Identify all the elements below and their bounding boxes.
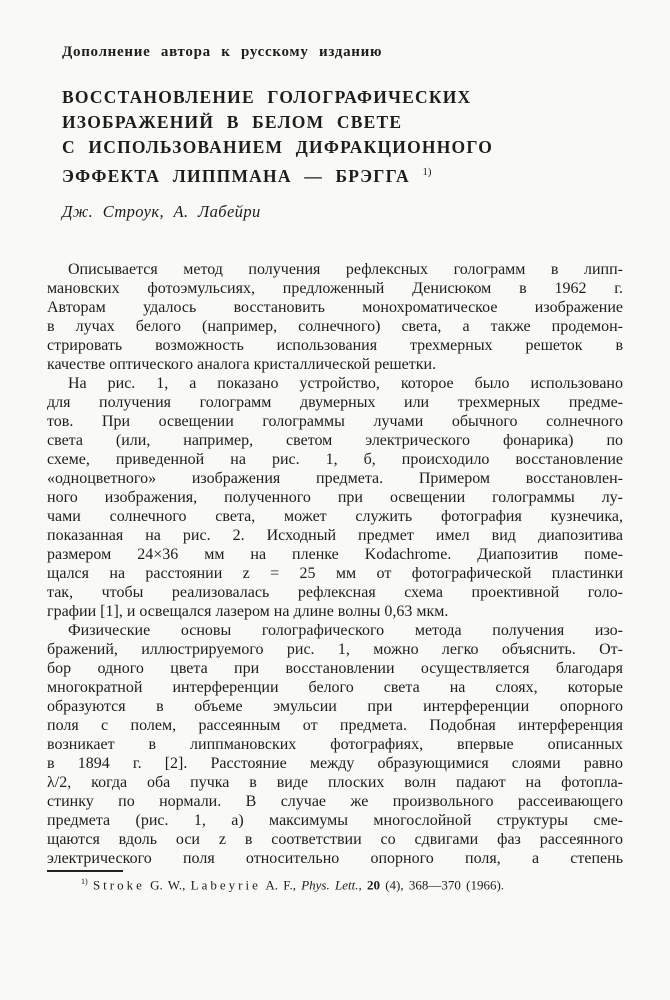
body-line: света (или, например, светом электрического фонарика) по bbox=[47, 432, 623, 449]
footnote-segment: A. F., bbox=[260, 877, 302, 893]
body-line: в 1894 г. [2]. Расстояние между образующимися слоями равно bbox=[47, 755, 623, 772]
body-line: схеме, приведенной на рис. 1, б, происходило восстановление bbox=[47, 451, 623, 468]
body-line: бор одного цвета при восстановлении осуществляется благодаря bbox=[47, 660, 623, 677]
body-line: стинку по нормали. В случае же произвольного рассеивающего bbox=[47, 793, 623, 810]
body-line: образуются в объеме эмульсии при интерференции опорного bbox=[47, 698, 623, 715]
footnote-segment: 20 bbox=[366, 877, 380, 893]
footnote-segment: (4), 368—370 (1966). bbox=[379, 877, 505, 893]
title-line: ИЗОБРАЖЕНИЙ В БЕЛОМ СВЕТЕ bbox=[62, 112, 403, 132]
body-line: щался на расстоянии z = 25 мм от фотографической пластинки bbox=[47, 565, 623, 582]
body-line: так, чтобы реализовалась рефлексная схема проективной голо- bbox=[47, 584, 623, 601]
body-line: в лучах белого (например, солнечного) света, а также продемон- bbox=[47, 318, 623, 335]
body-line: для получения голограмм двумерных или трехмерных предме- bbox=[47, 394, 623, 411]
footnote-segment: Stroke bbox=[92, 877, 145, 893]
title-line: С ИСПОЛЬЗОВАНИЕМ ДИФРАКЦИОННОГО bbox=[62, 137, 494, 157]
title-line: ЭФФЕКТА ЛИППМАНА — БРЭГГА $^{1)}$ bbox=[62, 165, 432, 186]
footnote-text bbox=[47, 877, 623, 893]
body-line: Физические основы голографического метода получения изо- bbox=[68, 622, 623, 639]
body-line: показанная на рис. 2. Исходный предмет имел вид диапозитива bbox=[47, 527, 623, 544]
body-line: ного изображения, полученного при освещении голограммы лу- bbox=[47, 489, 623, 506]
body-line: мановских фотоэмульсиях, предложенный Денисюком в 1962 г. bbox=[47, 280, 623, 297]
section-label: Дополнение автора к русскому изданию bbox=[62, 44, 383, 60]
body-line: графии [1], и освещался лазером на длине волны 0,63 мкм. bbox=[47, 603, 449, 620]
footnote-segment: G. W., bbox=[144, 877, 191, 893]
body-line: качестве оптического аналога кристаллической решетки. bbox=[47, 356, 437, 373]
article-title bbox=[62, 85, 493, 189]
body-line: λ/2, когда оба пучка в виде плоских волн падают на фотопла- bbox=[47, 774, 623, 791]
title-line: ВОССТАНОВЛЕНИЕ ГОЛОГРАФИЧЕСКИХ bbox=[62, 87, 472, 107]
body-line: предмета (рис. 1, а) максимумы многослойной структуры сме- bbox=[47, 812, 623, 829]
body-line: возникает в липпмановских фотографиях, впервые описанных bbox=[47, 736, 623, 753]
body-line: На рис. 1, а показано устройство, которое было использовано bbox=[68, 375, 623, 392]
body-text bbox=[47, 260, 623, 868]
body-line: Авторам удалось восстановить монохроматическое изображение bbox=[47, 299, 623, 316]
body-line: Описывается метод получения рефлексных голограмм в липп- bbox=[68, 261, 623, 278]
body-line: тов. При освещении голограммы лучами обычного солнечного bbox=[47, 413, 623, 430]
body-line: «одноцветного» изображения предмета. Примером восстановлен- bbox=[47, 470, 623, 487]
authors-line: Дж. Строук, А. Лабейри bbox=[62, 202, 261, 221]
body-line: стрировать возможность использования трехмерных решеток в bbox=[47, 337, 623, 354]
footnote-segment: Phys. Lett., bbox=[301, 877, 362, 893]
body-line: многократной интерференции белого света на слоях, которые bbox=[47, 679, 623, 696]
footnote-divider bbox=[47, 870, 123, 872]
body-line: щаются вдоль оси z в соответствии со сдвигами фаз рассеянного bbox=[47, 831, 623, 848]
body-line: бражений, иллюстрируемого рис. 1, можно легко объяснить. От- bbox=[47, 641, 623, 658]
footnote-segment: Labeyrie bbox=[190, 877, 261, 893]
body-line: поля с полем, рассеянным от предмета. Подобная интерференция bbox=[47, 717, 623, 734]
title-footnote-marker: 1) bbox=[422, 166, 432, 178]
body-line: размером 24×36 мм на пленке Kodachrome. Диапозитив поме- bbox=[47, 546, 623, 563]
body-line: чами солнечного света, может служить фотография кузнечика, bbox=[47, 508, 623, 525]
body-line: электрического поля относительно опорного поля, а степень bbox=[47, 850, 623, 867]
footnote-marker: 1) bbox=[81, 877, 88, 886]
